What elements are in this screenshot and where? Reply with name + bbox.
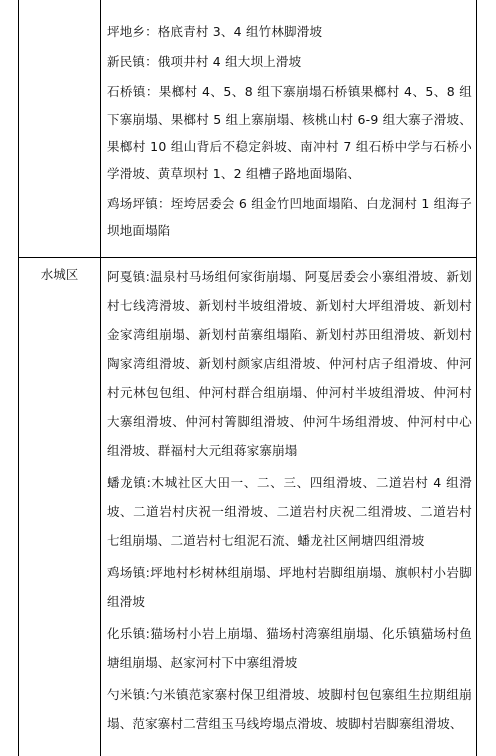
- entry-huale-town: 化乐镇:猫场村小岩上崩塌、猫场村湾寨组崩塌、化乐镇猫场村鱼塘组崩塌、赵家河村下中寨组滑坡: [107, 626, 472, 670]
- entry-panlong-town: 蟠龙镇:木城社区大田一、二、三、四组滑坡、二道岩村 4 组滑坡、二道岩村庆祝一组滑坡、二道岩村庆祝二组滑坡、二道岩村七组崩塌、二道岩村七组泥石流、蟠龙社区闸塘四组滑坡: [107, 475, 472, 548]
- entry-shaomi-town: 勺米镇:勺米镇范家寨村保卫组滑坡、坡脚村包包寨组生拉期组崩塌、范家寨村二营组玉马线垮塌点滑坡、坡脚村岩脚寨组滑坡、: [107, 687, 472, 731]
- disaster-site-table: [18, 0, 477, 756]
- column-divider: [100, 0, 101, 756]
- shuicheng-content-cell: [107, 258, 472, 741]
- entry-jichangping-town: 鸡场坪镇：垤垮居委会 6 组金竹凹地面塌陷、白龙洞村 1 组海子坝地面塌陷: [107, 196, 472, 239]
- entry-jichang-town: 鸡场镇:坪地村杉树林组崩塌、坪地村岩脚组崩塌、旗帜村小岩脚组滑坡: [107, 565, 472, 609]
- entry-xinmin-town: 新民镇：俄项井村 4 组大坝上滑坡: [107, 54, 302, 70]
- region-label-cell: 水城区: [40, 267, 79, 282]
- entry-pingdi-township: 坪地乡：格底青村 3、4 组竹林脚滑坡: [107, 24, 323, 39]
- previous-region-content-cell: [107, 0, 472, 248]
- entry-aga-town: 阿戛镇:温泉村马场组何家街崩塌、阿戛居委会小寨组滑坡、新划村七线湾滑坡、新划村半坡组滑坡、新划村大坪组滑坡、新划村金家湾组崩塌、新划村苗寨组塌陷、新划村苏田组滑坡、新划村陶家湾组滑坡、新划村颜家店组滑坡、仲河村店子组滑坡、仲河村元林包包组、仲河村群合组崩塌、仲河村半坡组滑坡、仲河村大寨组滑坡、仲河村箐脚组滑坡、仲河牛场组滑坡、仲河村中心组滑坡、群福村大元组蒋家寨崩塌: [107, 269, 472, 458]
- entry-shiqiao-town: 石桥镇：果榔村 4、5、8 组下寨崩塌石桥镇果榔村 4、5、8 组下寨崩塌、果榔村 5 组上寨崩塌、核桃山村 6-9 组大寨子滑坡、果榔村 10 组山背后不稳定斜坡、南冲村 7 组石桥中学与石桥小学滑坡、黄草坝村 1、2 组槽子路地面塌陷、: [107, 84, 472, 182]
